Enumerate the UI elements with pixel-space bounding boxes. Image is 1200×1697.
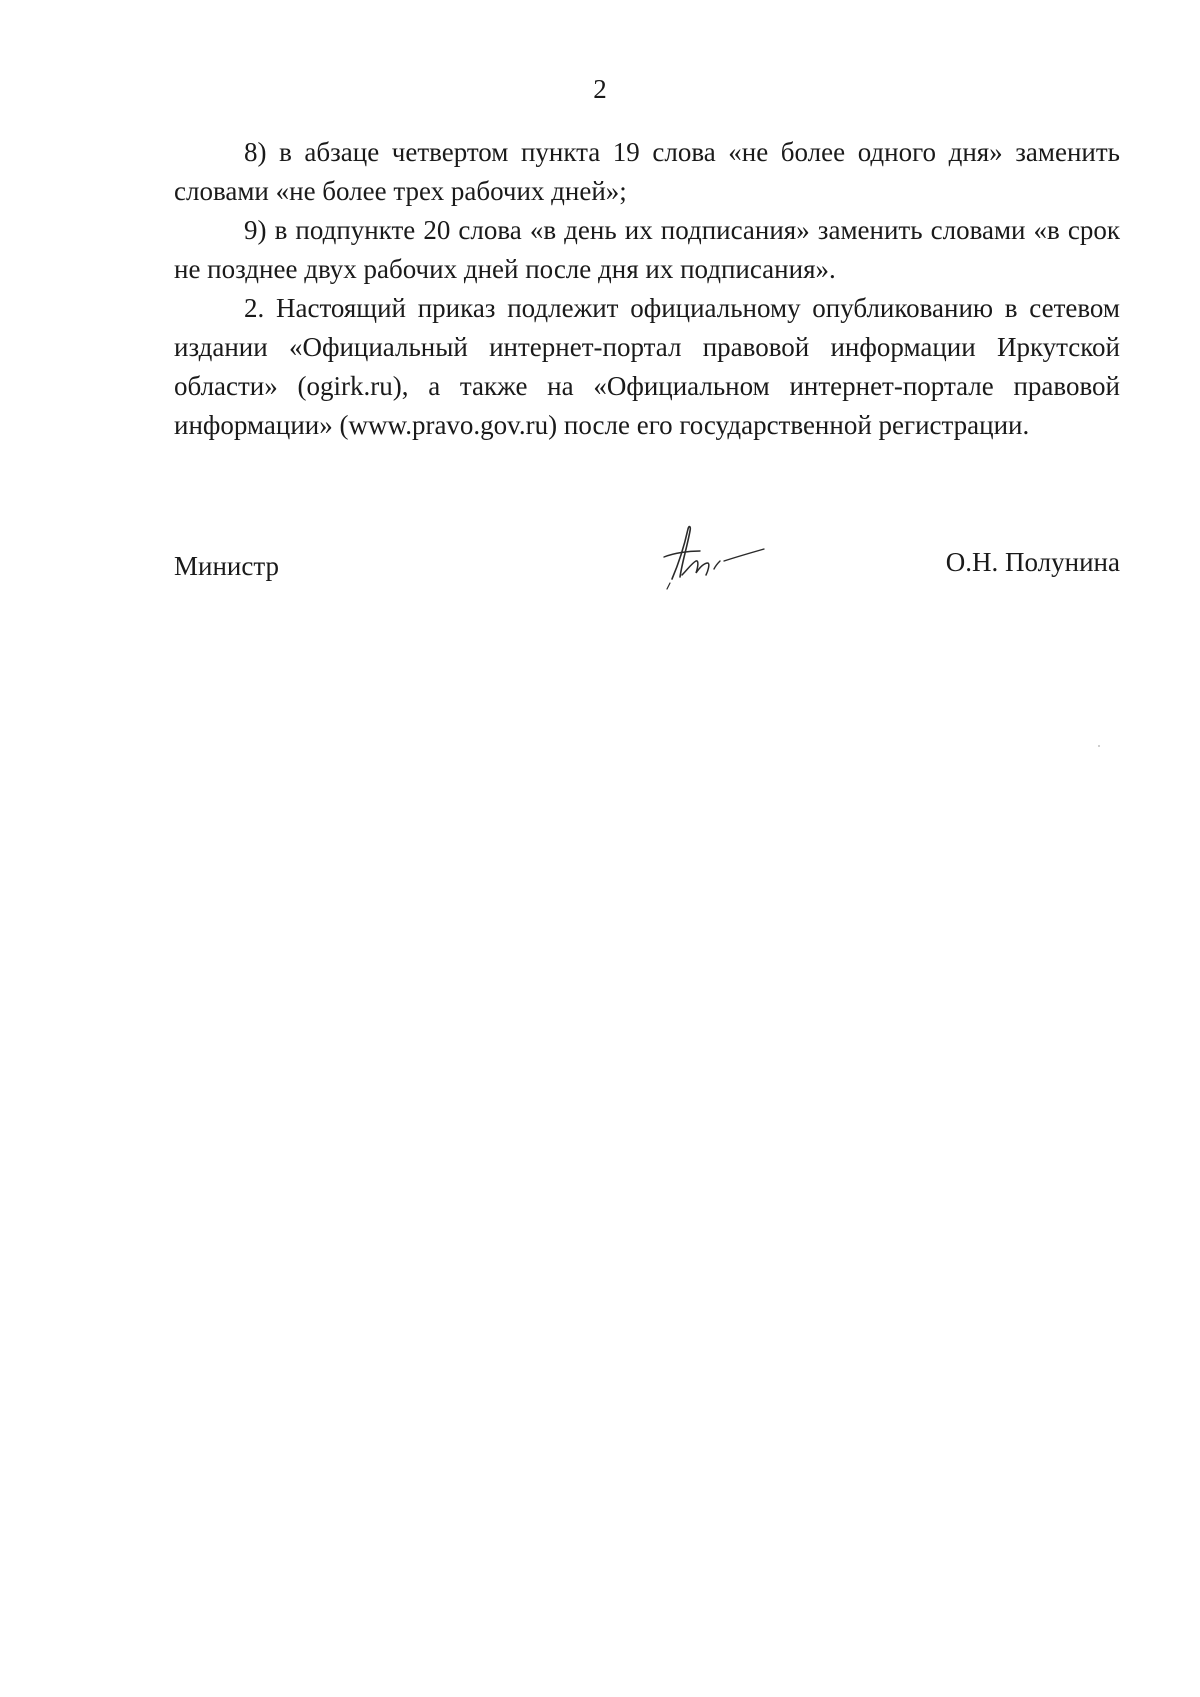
signer-position: Министр (174, 551, 279, 581)
document-body (174, 133, 1120, 445)
paragraph-publication: 2. Настоящий приказ подлежит официальному опубликованию в сетевом издании «Официальный интернет-портал правовой информации Иркутской области» (ogirk.ru), а также на «Официальном интернет-портале правовой информации» (www.pravo.gov.ru) после его государственной регистрации. (174, 293, 1120, 440)
paragraph-item-8: 8) в абзаце четвертом пункта 19 слова «не более одного дня» заменить словами «не более трех рабочих дней»; (174, 137, 1120, 206)
signature-block (174, 535, 1120, 595)
signer-name: О.Н. Полунина (945, 547, 1120, 577)
handwritten-signature (644, 517, 774, 597)
paragraph-item-9: 9) в подпункте 20 слова «в день их подписания» заменить словами «в срок не позднее двух рабочих дней после дня их подписания». (174, 215, 1120, 284)
scan-speck (1098, 745, 1100, 747)
page-number: 2 (593, 74, 607, 104)
